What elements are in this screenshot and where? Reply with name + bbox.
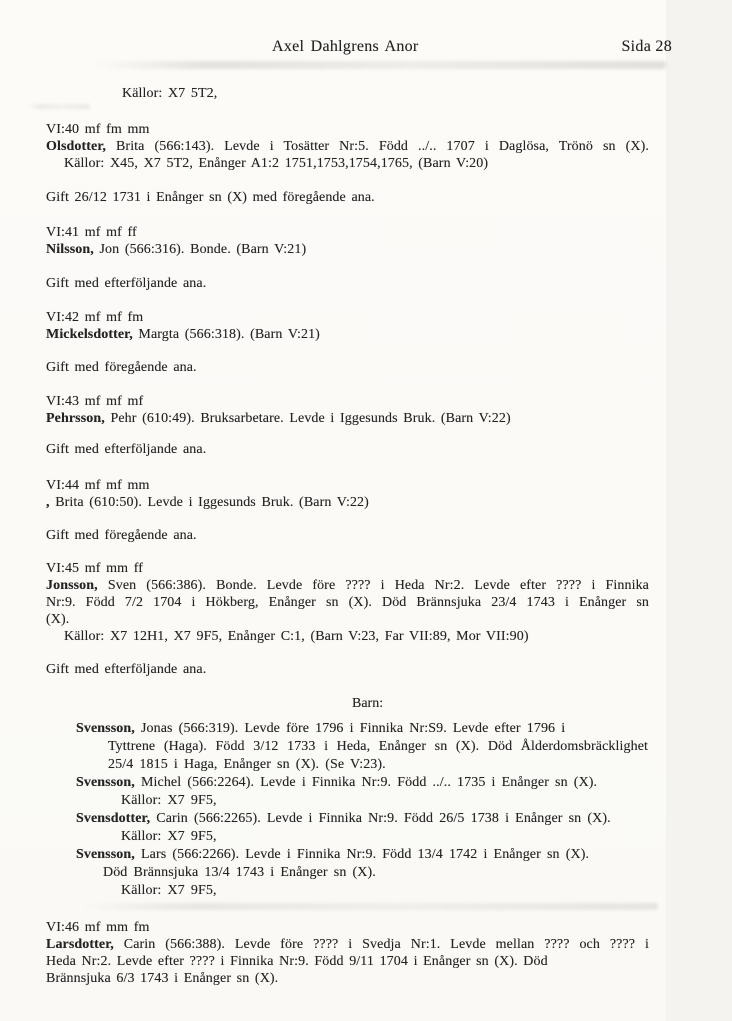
person-details: Carin (566:388). Levde före ???? i Svedja Nr:1. Levde mellan ???? och ???? i [113, 937, 649, 952]
barn-heading: Barn: [352, 696, 384, 711]
person-surname: Nilsson, [46, 242, 94, 257]
child-kallor-line: Källor: X7 9F5, [121, 883, 217, 898]
person-details: Brita (610:50). Levde i Iggesunds Bruk. (Barn V:22) [49, 495, 369, 510]
person-surname: Jonsson, [46, 578, 98, 593]
child-surname: Svensdotter, [76, 811, 151, 826]
entry-ref: VI:42 mf mf fm [46, 310, 144, 325]
person-line: (X). [46, 612, 70, 627]
child-kallor-line: Källor: X7 9F5, [121, 829, 217, 844]
person-line: Heda Nr:2. Levde efter ???? i Finnika Nr:9. Född 9/11 1704 i Enånger sn (X). Död [46, 954, 548, 969]
kallor-line: Källor: X45, X7 5T2, Enånger A1:2 1751,1753,1754,1765, (Barn V:20) [64, 156, 489, 171]
entry-ref: VI:44 mf mf mm [46, 478, 150, 493]
entry-ref: VI:43 mf mf mf [46, 394, 144, 409]
person-surname: Larsdotter, [46, 937, 114, 952]
gift-line: Gift med föregående ana. [46, 528, 197, 543]
child-kallor-line: Källor: X7 9F5, [121, 793, 217, 808]
entry-ref: VI:41 mf mf ff [46, 225, 137, 240]
gift-line: Gift 26/12 1731 i Enånger sn (X) med föregående ana. [46, 190, 375, 205]
entry-ref: VI:46 mf mm fm [46, 920, 150, 935]
person-line [46, 410, 656, 427]
person-details: Pehr (610:49). Bruksarbetare. Levde i Iggesunds Bruk. (Barn V:22) [104, 411, 511, 426]
person-details: Sven (566:386). Bonde. Levde före ???? i Heda Nr:2. Levde efter ???? i Finnika [97, 578, 649, 593]
scan-smudge [95, 61, 666, 69]
child-line [76, 846, 686, 863]
person-surname: Mickelsdotter, [46, 327, 133, 342]
person-line [46, 241, 656, 258]
entry-ref: VI:40 mf fm mm [46, 122, 150, 137]
child-line [76, 720, 686, 737]
scan-smudge [80, 903, 658, 910]
page-number: Sida 28 [621, 38, 672, 55]
gift-line: Gift med föregående ana. [46, 360, 197, 375]
child-line: 25/4 1815 i Haga, Enånger sn (X). (Se V:23). [108, 757, 386, 772]
child-line: Tyttrene (Haga). Född 3/12 1733 i Heda, Enånger sn (X). Död Ålderdomsbräcklighet [108, 739, 648, 754]
child-line [76, 810, 686, 827]
child-line [76, 774, 686, 791]
person-surname: , [46, 495, 50, 510]
gift-line: Gift med efterföljande ana. [46, 442, 207, 457]
person-line [46, 577, 649, 594]
page-title: Axel Dahlgrens Anor [272, 38, 419, 55]
child-details: Jonas (566:319). Levde före 1796 i Finnika Nr:S9. Levde efter 1796 i [134, 721, 566, 736]
person-surname: Olsdotter, [46, 139, 106, 154]
child-surname: Svensson, [76, 721, 135, 736]
child-details: Lars (566:2266). Levde i Finnika Nr:9. Född 13/4 1742 i Enånger sn (X). [134, 847, 590, 862]
person-line: Brännsjuka 6/3 1743 i Enånger sn (X). [46, 971, 279, 986]
person-details: Jon (566:316). Bonde. (Barn V:21) [93, 242, 307, 257]
person-line [46, 936, 649, 953]
kallor-line: Källor: X7 12H1, X7 9F5, Enånger C:1, (Barn V:23, Far VII:89, Mor VII:90) [64, 629, 529, 644]
child-surname: Svensson, [76, 775, 135, 790]
person-line [46, 494, 656, 511]
gift-line: Gift med efterföljande ana. [46, 276, 207, 291]
child-surname: Svensson, [76, 847, 135, 862]
gift-line: Gift med efterföljande ana. [46, 662, 207, 677]
scan-smudge [28, 104, 90, 109]
person-line: Nr:9. Född 7/2 1704 i Hökberg, Enånger sn (X). Död Brännsjuka 23/4 1743 i Enånger sn [46, 595, 649, 610]
child-details: Carin (566:2265). Levde i Finnika Nr:9. Född 26/5 1738 i Enånger sn (X). [150, 811, 611, 826]
person-line [46, 138, 649, 155]
entry-ref: VI:45 mf mm ff [46, 561, 143, 576]
person-line [46, 326, 656, 343]
child-details: Michel (566:2264). Levde i Finnika Nr:9. Född ../.. 1735 i Enånger sn (X). [134, 775, 598, 790]
person-details: Margta (566:318). (Barn V:21) [132, 327, 320, 342]
child-line: Död Brännsjuka 13/4 1743 i Enånger sn (X). [103, 865, 376, 880]
person-details: Brita (566:143). Levde i Tosätter Nr:5. Född ../.. 1707 i Daglösa, Trönö sn (X). [105, 139, 649, 154]
kallor-continuation-line: Källor: X7 5T2, [122, 86, 218, 101]
person-surname: Pehrsson, [46, 411, 105, 426]
